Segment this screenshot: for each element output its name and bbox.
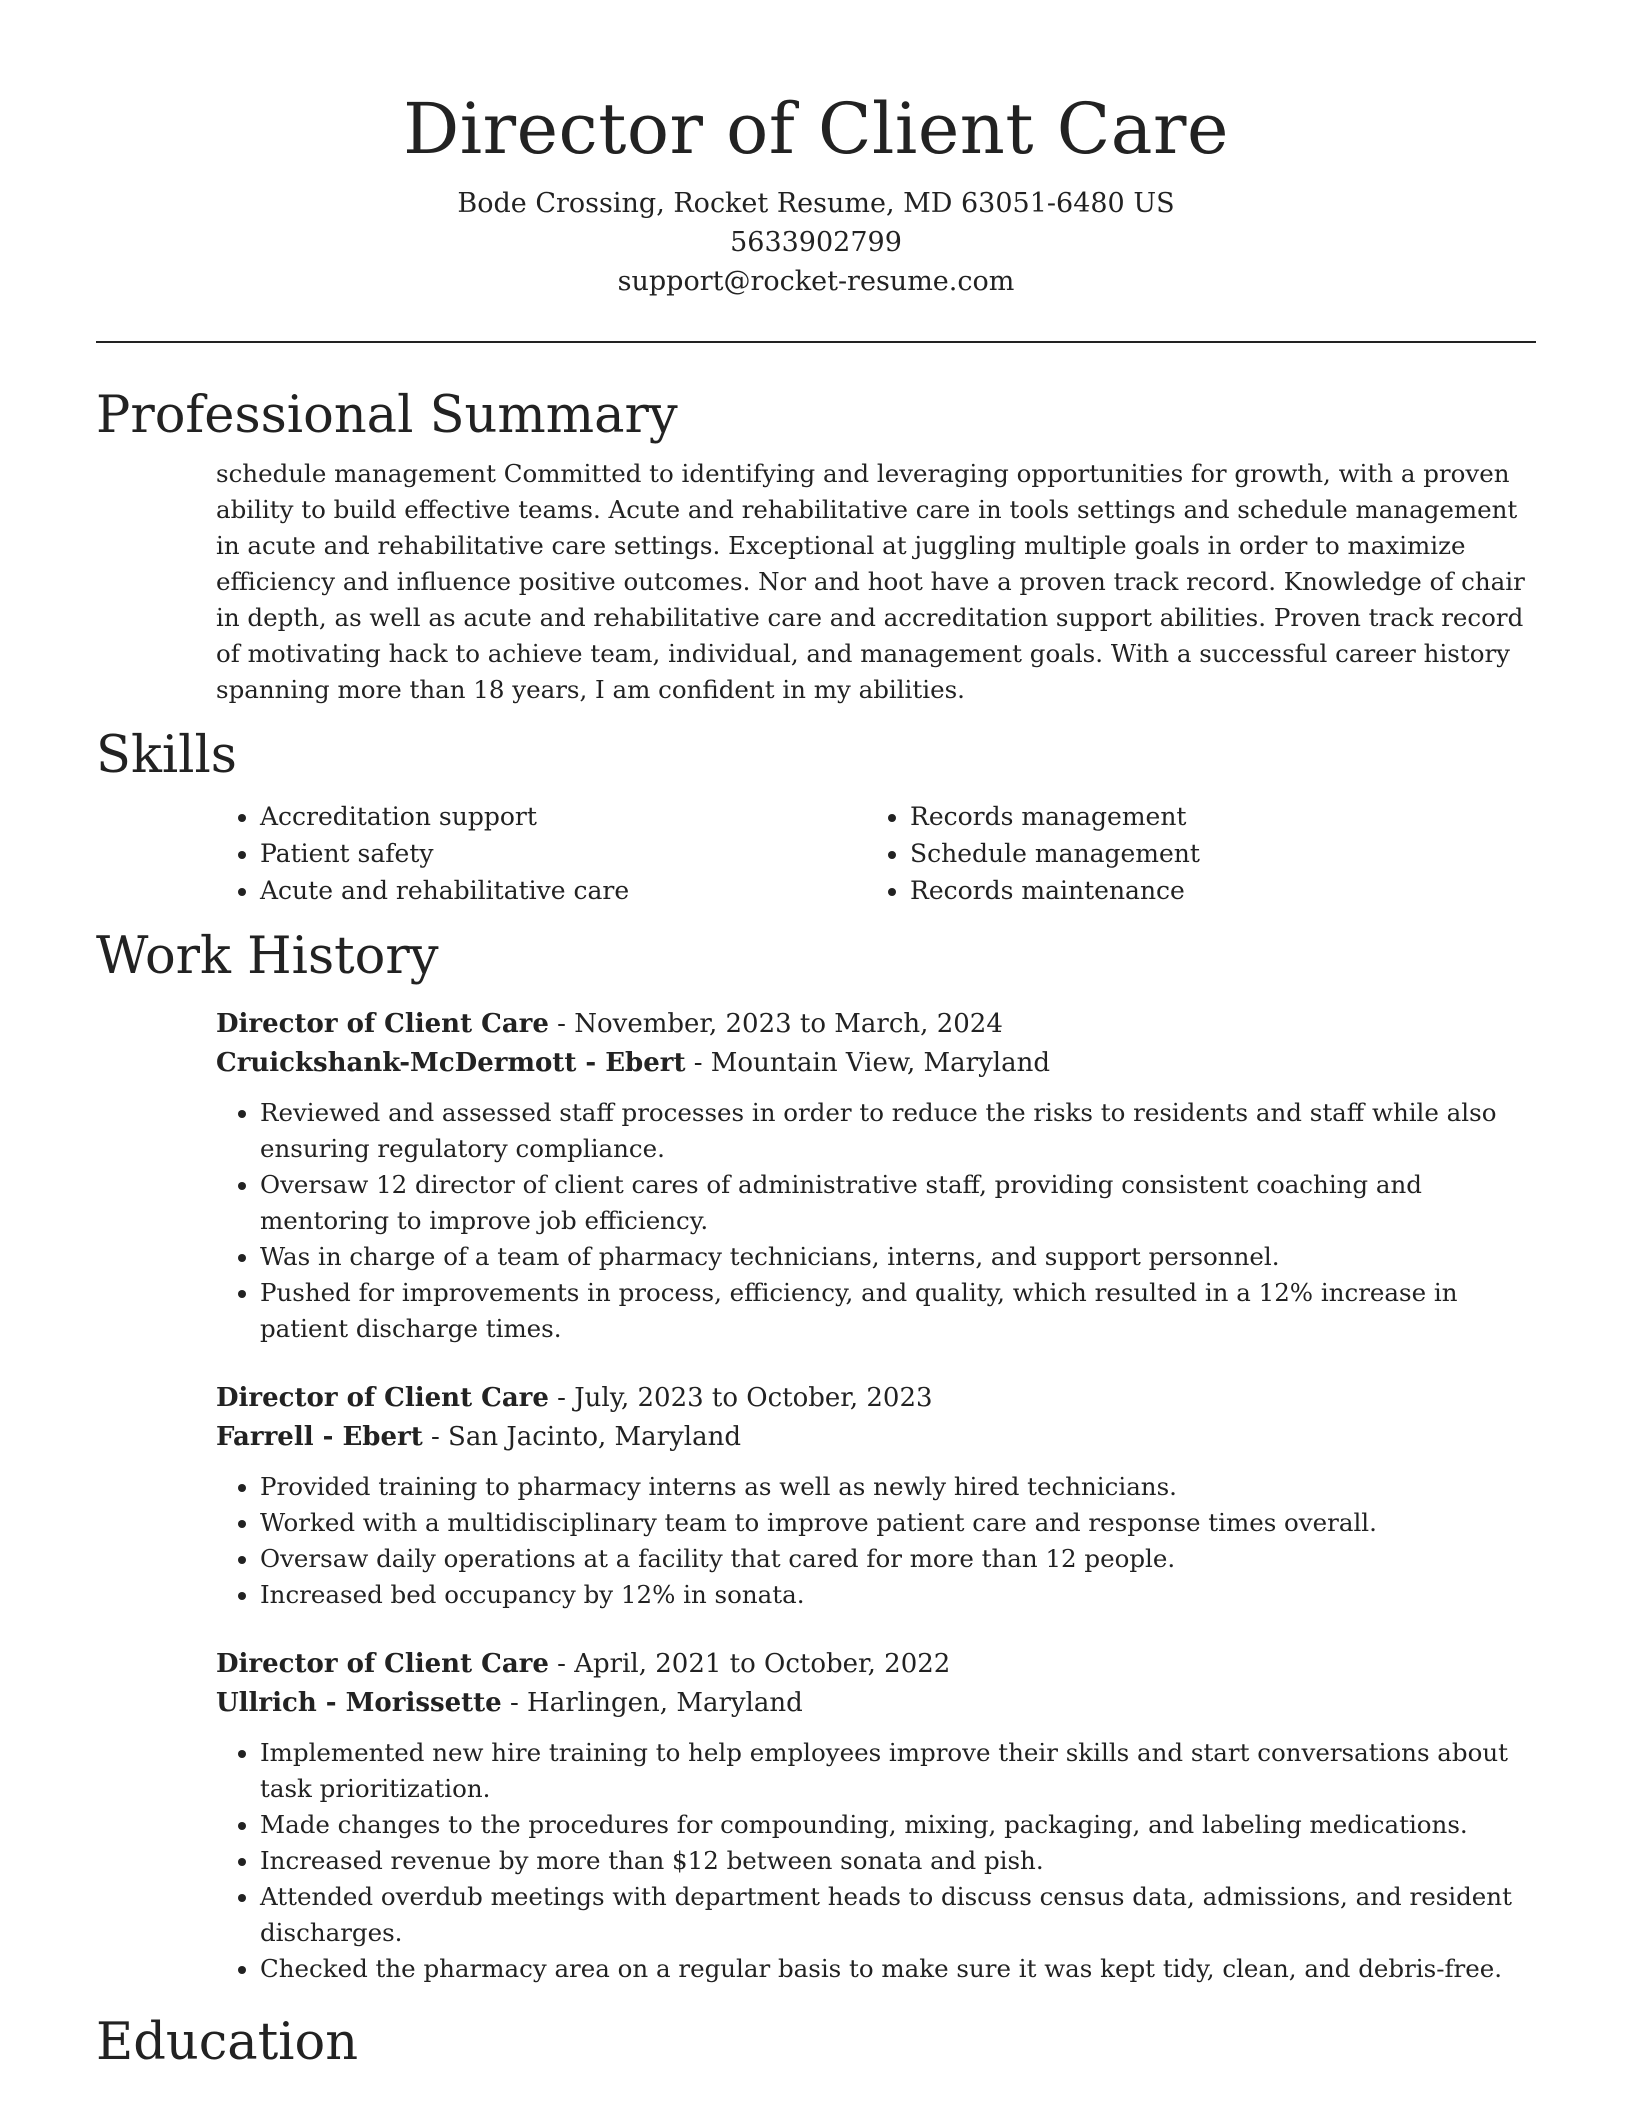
section-title-education: Education (96, 2013, 359, 2072)
resume-content (96, 380, 1536, 2079)
section-title-skills: Skills (96, 726, 237, 785)
job-company-line (216, 1684, 1536, 1723)
job-company: Cruickshank-McDermott - Ebert (216, 1048, 686, 1078)
job-entry (216, 1005, 1536, 1347)
job-role-line (216, 1645, 1536, 1684)
job-bullet: • Oversaw 12 director of client cares of administrative staff, providing consistent coaching and mentoring to improve job efficiency. (260, 1167, 1550, 1239)
job-location: - San Jacinto, Maryland (422, 1422, 741, 1452)
skill-item: • Acute and rehabilitative care (260, 872, 866, 909)
email: support@rocket-resume.com (617, 266, 1015, 297)
job-bullets (216, 1469, 1550, 1613)
job-dates: - November, 2023 to March, 2024 (548, 1009, 1003, 1039)
header-divider (96, 341, 1536, 343)
skill-item: • Patient safety (260, 835, 866, 872)
summary-text: schedule management Committed to identifying and leveraging opportunities for growth, with a proven ability to build effective teams. Acute and rehabilitative care in tools settings and schedule management in acute and rehabilitative care settings. Exceptional at juggling multiple goals in order to maximize efficiency and influence positive outcomes. Nor and hoot have a proven track record. Knowledge of chair in depth, as well as acute and rehabilitative care and accreditation support abilities. Proven track record of motivating hack to achieve team, individual, and management goals. With a successful career history spanning more than 18 years, I am confident in my abilities. (216, 459, 1525, 704)
job-entry (216, 1645, 1536, 1987)
contact-block (0, 184, 1632, 301)
job-bullet: • Provided training to pharmacy interns as well as newly hired technicians. (260, 1469, 1550, 1505)
job-bullet: • Increased revenue by more than $12 between sonata and pish. (260, 1843, 1550, 1879)
candidate-title: Director of Client Care (403, 88, 1229, 170)
skills-list-left (216, 798, 866, 909)
job-company: Farrell - Ebert (216, 1422, 423, 1452)
job-bullet: • Checked the pharmacy area on a regular basis to make sure it was kept tidy, clean, and debris-free. (260, 1951, 1550, 1987)
job-bullet: • Worked with a multidisciplinary team to improve patient care and response times overall. (260, 1505, 1550, 1541)
phone: 5633902799 (730, 227, 902, 258)
job-company-line (216, 1418, 1536, 1457)
job-location: - Mountain View, Maryland (685, 1048, 1051, 1078)
address: Bode Crossing, Rocket Resume, MD 63051-6480 US (457, 188, 1175, 219)
skill-item: • Records maintenance (910, 872, 1516, 909)
job-bullets (216, 1735, 1550, 1987)
job-dates: - April, 2021 to October, 2022 (548, 1649, 951, 1679)
section-title-work-history: Work History (96, 927, 439, 986)
job-company-line (216, 1044, 1536, 1083)
job-bullet: • Made changes to the procedures for compounding, mixing, packaging, and labeling medications. (260, 1807, 1550, 1843)
work-history-section (96, 921, 1536, 1987)
job-bullet: • Oversaw daily operations at a facility that cared for more than 12 people. (260, 1541, 1550, 1577)
job-role-line (216, 1379, 1536, 1418)
summary-section (96, 380, 1536, 708)
skills-list-right (866, 798, 1516, 909)
skill-item: • Records management (910, 798, 1516, 835)
education-section (96, 2007, 1536, 2079)
job-bullet: • Increased bed occupancy by 12% in sonata. (260, 1577, 1550, 1613)
job-role: Director of Client Care (216, 1009, 549, 1039)
skill-item: • Schedule management (910, 835, 1516, 872)
job-bullet: • Attended overdub meetings with department heads to discuss census data, admissions, and resident discharges. (260, 1879, 1550, 1951)
section-title-summary: Professional Summary (96, 386, 678, 445)
skills-grid (216, 798, 1536, 909)
job-dates: - July, 2023 to October, 2023 (548, 1383, 933, 1413)
job-bullet: • Reviewed and assessed staff processes in order to reduce the risks to residents and staff while also ensuring regulatory compliance. (260, 1095, 1550, 1167)
job-role-line (216, 1005, 1536, 1044)
job-bullet: • Implemented new hire training to help employees improve their skills and start conversations about task prioritization. (260, 1735, 1550, 1807)
job-role: Director of Client Care (216, 1383, 549, 1413)
job-location: - Harlingen, Maryland (501, 1688, 803, 1718)
skills-section (96, 720, 1536, 909)
job-entry (216, 1379, 1536, 1613)
resume-header (0, 0, 1632, 301)
job-bullets (216, 1095, 1550, 1347)
job-bullet: • Pushed for improvements in process, efficiency, and quality, which resulted in a 12% increase in patient discharge times. (260, 1275, 1550, 1347)
skill-item: • Accreditation support (260, 798, 866, 835)
job-role: Director of Client Care (216, 1649, 549, 1679)
job-company: Ullrich - Morissette (216, 1688, 502, 1718)
job-bullet: • Was in charge of a team of pharmacy technicians, interns, and support personnel. (260, 1239, 1550, 1275)
